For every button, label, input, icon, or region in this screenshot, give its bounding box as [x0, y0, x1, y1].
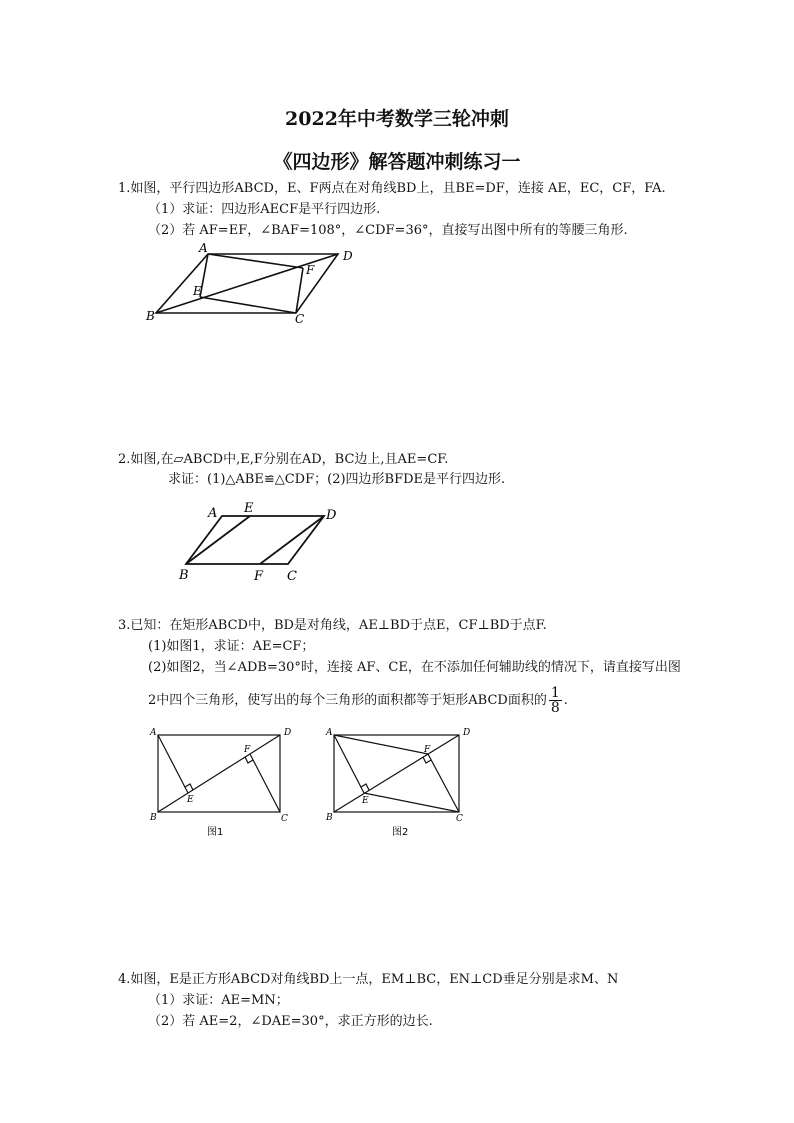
q2-part1: 求证：(1)△ABE≌△CDF；(2)四边形BFDE是平行四边形.: [168, 472, 506, 487]
q3f1-label-f: F: [244, 745, 251, 755]
page-title: 2022年中考数学三轮冲刺: [285, 108, 509, 130]
q3-fig1-caption: 图1: [207, 827, 224, 838]
q3-fig2-caption: 图2: [392, 827, 409, 838]
q2-stem: 2.如图,在▱ABCD中,E,F分别在AD，BC边上,且AE=CF.: [118, 452, 449, 467]
q3f2-label-a: A: [326, 728, 333, 738]
q2-label-d: D: [326, 508, 337, 523]
q1-label-b: B: [146, 309, 155, 323]
q3-part2b-line: [148, 684, 568, 718]
q1-label-f: F: [306, 263, 315, 277]
q3f2-label-e: E: [362, 796, 369, 806]
q3-frac-num: 1: [550, 685, 560, 701]
q1-part1: （1）求证：四边形AECF是平行四边形.: [148, 202, 381, 217]
q3-part1: (1)如图1，求证：AE=CF；: [148, 639, 315, 654]
q3-stem: 3.已知：在矩形ABCD中，BD是对角线，AE⊥BD于点E，CF⊥BD于点F.: [118, 618, 547, 633]
q2-label-a: A: [208, 506, 218, 521]
q2-figure: [174, 497, 344, 587]
q3f1-label-c: C: [281, 814, 288, 824]
q3-fraction: [549, 686, 562, 715]
q1-figure: [140, 240, 370, 325]
q3f2-label-d: D: [463, 728, 471, 738]
q3-period: .: [563, 693, 568, 708]
q3-figure2: [322, 722, 472, 844]
q1-label-c: C: [295, 312, 305, 325]
q4-part1: （1）求证：AE=MN；: [148, 993, 289, 1008]
q3-part2b: 2中四个三角形，使写出的每个三角形的面积都等于矩形ABCD面积的: [148, 693, 547, 708]
q1-label-d: D: [343, 249, 353, 263]
q3-frac-den: 8: [550, 700, 560, 716]
q4-stem: 4.如图，E是正方形ABCD对角线BD上一点，EM⊥BC，EN⊥CD垂足分别是求M、N: [118, 972, 619, 987]
q3f2-label-c: C: [456, 814, 463, 824]
q3-part2: (2)如图2，当∠ADB=30°时，连接 AF、CE，在不添加任何辅助线的情况下，请直接写出图: [148, 660, 681, 675]
q1-stem: 1.如图，平行四边形ABCD，E、F两点在对角线BD上，且BE=DF，连接 AE，EC，CF，FA.: [118, 181, 666, 196]
q3-figure1: [146, 722, 296, 844]
q2-label-c: C: [287, 569, 297, 584]
q3f2-label-f: F: [424, 745, 431, 755]
q3f1-label-b: B: [150, 813, 157, 823]
q2-label-b: B: [179, 568, 189, 583]
q1-label-a: A: [199, 241, 208, 255]
q1-label-e: E: [193, 284, 202, 298]
q3f1-label-d: D: [284, 728, 292, 738]
q3f2-label-b: B: [326, 813, 333, 823]
q2-label-e: E: [244, 501, 254, 516]
q4-part2: （2）若 AE=2，∠DAE=30°，求正方形的边长.: [148, 1014, 433, 1029]
q3f1-label-a: A: [150, 728, 157, 738]
q3f1-label-e: E: [187, 795, 194, 805]
q1-part2: （2）若 AF=EF，∠BAF=108°，∠CDF=36°，直接写出图中所有的等腰三角形.: [148, 223, 628, 238]
q2-label-f: F: [254, 569, 264, 584]
page-subtitle: 《四边形》解答题冲刺练习一: [273, 151, 521, 173]
